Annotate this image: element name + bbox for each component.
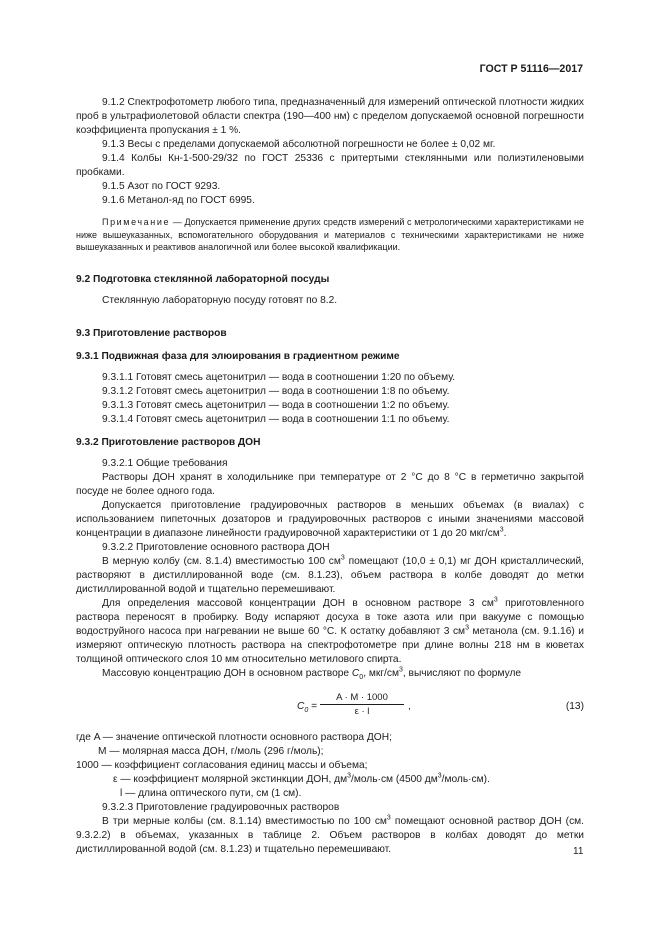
- note-label: Примечание: [102, 217, 171, 227]
- paragraph-allowance: [76, 499, 584, 541]
- note-text: — Допускается применение других средств измерений с метрологическими характеристиками не ниже вышеуказанных, вспомогательного оборудования и материалов с техническими характеристиками не ниже вышеуказанных и реактивов аналогичной или более высокой квалификации.: [76, 217, 584, 252]
- formula-13: [76, 691, 584, 723]
- allowance-end: .: [503, 527, 507, 539]
- formula-numerator: A · M · 1000: [320, 691, 404, 705]
- determination-text-end: метанола (см. 9.1.16) и измеряют оптическую плотность раствора на спектрофотометре при длине волны 218 нм в кюветах толщиной оптического слоя 10 мм относительно метилового спирта.: [76, 625, 584, 665]
- where-l: l — длина оптического пути, см (1 см).: [120, 787, 302, 799]
- standard-header: ГОСТ Р 51116—2017: [479, 63, 583, 75]
- epsilon-text: ε — коэффициент молярной экстинкции ДОН, дм: [113, 773, 348, 785]
- determination-text-mid: приготовленного раствора переносят в пробирку. Воду испаряют досуха в токе азота или при вакууме с помощью водоструйного насоса при нагревании не выше 60 °С. К остатку добавляют 3 см: [76, 597, 584, 637]
- paragraph-three-flasks: [76, 815, 584, 857]
- paragraph-9-1-4: 9.1.4 Колбы Кн-1-500-29/32 по ГОСТ 25336 с притертыми стеклянными или полиэтиленовыми пробками.: [76, 153, 584, 178]
- c0-subscript: 0: [359, 673, 364, 681]
- formula-c-subscript: 0: [304, 706, 309, 714]
- formula-comma: ,: [408, 700, 411, 712]
- formula-c: C: [297, 700, 305, 712]
- paragraph-9-1-5: 9.1.5 Азот по ГОСТ 9293.: [102, 181, 221, 192]
- heading-9-3: 9.3 Приготовление растворов: [76, 327, 227, 339]
- paragraph-storage: Растворы ДОН хранят в холодильнике при температуре от 2 °С до 8 °С в герметично закрытой посуде не более одного года.: [76, 471, 584, 497]
- superscript: 3: [499, 526, 504, 534]
- calc-text: Массовую концентрацию ДОН в основном растворе: [102, 667, 352, 679]
- calc-text-end: , вычисляют по формуле: [402, 667, 522, 679]
- where-list: [76, 731, 584, 801]
- paragraph-9-3-1-2: 9.3.1.2 Готовят смесь ацетонитрил — вода в соотношении 1:8 по объему.: [102, 385, 450, 397]
- paragraph-9-3-2-2: 9.3.2.2 Приготовление основного раствора ДОН: [102, 541, 330, 553]
- epsilon-text-end: /моль·см).: [441, 773, 490, 785]
- paragraph-9-3-2-3: 9.3.2.3 Приготовление градуировочных растворов: [102, 801, 340, 813]
- paragraph-9-3-1-4: 9.3.1.4 Готовят смесь ацетонитрил — вода в соотношении 1:1 по объему.: [102, 413, 450, 425]
- page-number: 11: [573, 846, 584, 857]
- paragraph-9-1-3: 9.1.3 Весы с пределами допускаемой абсолютной погрешности не более ± 0,02 мг.: [102, 139, 496, 150]
- superscript: 3: [437, 772, 442, 780]
- superscript: 3: [465, 624, 469, 632]
- paragraph-9-3-1-1: 9.3.1.1 Готовят смесь ацетонитрил — вода в соотношении 1:20 по объему.: [102, 371, 456, 383]
- epsilon-text-mid: /моль·см (4500 дм: [351, 773, 438, 785]
- heading-9-3-1: 9.3.1 Подвижная фаза для элюирования в градиентном режиме: [76, 350, 400, 362]
- superscript: 3: [493, 596, 498, 604]
- superscript: 3: [340, 554, 345, 562]
- paragraph-9-1-2: 9.1.2 Спектрофотометр любого типа, предназначенный для измерений оптической плотности жидких проб в ультрафиолетовой области спектра (190—400 нм) с пределом допускаемой основной погрешности коэффициента пропускания ± 1 %.: [76, 97, 584, 136]
- document-body: [76, 96, 584, 857]
- c0-symbol: C: [351, 667, 360, 679]
- where-a: где A — значение оптической плотности основного раствора ДОН;: [76, 731, 392, 743]
- formula-lhs: [297, 700, 317, 714]
- where-1000: 1000 — коэффициент согласования единиц массы и объема;: [76, 759, 368, 771]
- heading-9-2: 9.2 Подготовка стеклянной лабораторной посуды: [76, 273, 330, 285]
- where-epsilon: [76, 773, 584, 787]
- flask-text-end: помещают (10,0 ± 0,1) мг ДОН кристаллический, растворяют в дистиллированной воде (см. 8.1.23), объем раствора в колбе доводят до метки дистиллированной водой и тщательно перемешивают.: [76, 555, 584, 595]
- heading-9-3-2: 9.3.2 Приготовление растворов ДОН: [76, 436, 261, 448]
- superscript: 3: [398, 666, 403, 674]
- three-flasks-text: В три мерные колбы (см. 8.1.14) вместимостью по 100 см: [102, 815, 387, 827]
- superscript: 3: [386, 814, 391, 822]
- note: [76, 216, 584, 254]
- three-flasks-text-end: помещают основной раствор ДОН (см. 9.3.2.2) в объемах, указанных в таблице 2. Объем растворов в колбах доводят до метки дистиллированной водой (см. 8.1.23) и тщательно перемешивают.: [76, 815, 584, 855]
- formula-fraction: [320, 691, 404, 718]
- paragraph-9-3-1-3: 9.3.1.3 Готовят смесь ацетонитрил — вода в соотношении 1:2 по объему.: [102, 399, 450, 411]
- formula-number: (13): [565, 700, 584, 712]
- paragraph-9-3-2-1: 9.3.2.1 Общие требования: [102, 457, 228, 469]
- allowance-text: Допускается приготовление градуировочных растворов в меньших объемах (в виалах) с использованием пипеточных дозаторов и градуировочных растворов с иными значениями массовой концентрации в диапазоне линейности градуировочной характеристики от 1 до 20 мкг/см: [76, 499, 584, 539]
- determination-text: Для определения массовой концентрации ДОН в основном растворе 3 см: [102, 597, 494, 609]
- paragraph-flask: [76, 555, 584, 597]
- paragraph-9-2: Стеклянную лабораторную посуду готовят по 8.2.: [102, 294, 338, 306]
- paragraph-9-1-6: 9.1.6 Метанол-яд по ГОСТ 6995.: [102, 195, 255, 206]
- flask-text: В мерную колбу (см. 8.1.4) вместимостью 100 см: [102, 555, 341, 567]
- superscript: 3: [347, 772, 352, 780]
- paragraph-determination: [76, 597, 584, 667]
- where-m: M — молярная масса ДОН, г/моль (296 г/моль);: [98, 745, 324, 757]
- calc-unit: , мкг/см: [363, 667, 399, 679]
- formula-denominator: ε · l: [354, 705, 370, 717]
- formula-equals: =: [308, 700, 318, 712]
- paragraph-calculation: [76, 667, 584, 681]
